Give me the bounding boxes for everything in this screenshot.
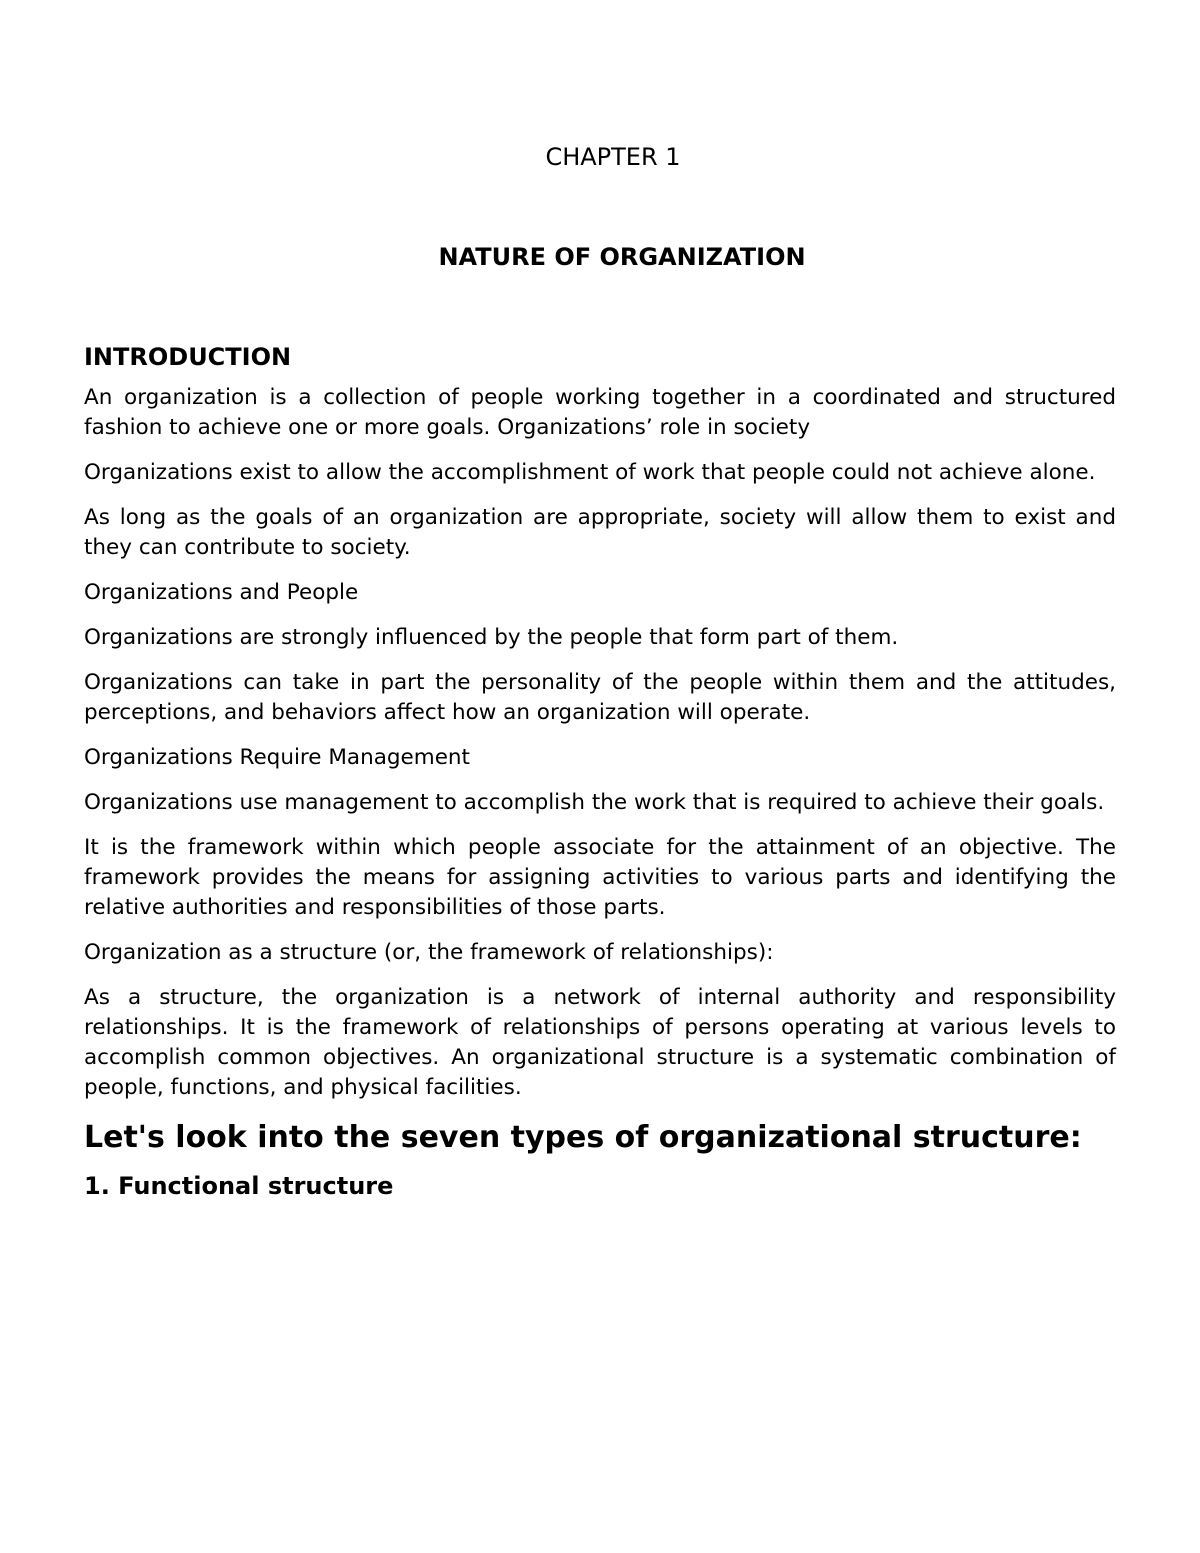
paragraph-definition: An organization is a collection of people working together in a coordinated and structured fashion to achieve one or more goals. Organizations’ role in society bbox=[84, 385, 1116, 440]
paragraph-management: Organizations use management to accomplish the work that is required to achieve their goals. bbox=[84, 790, 1105, 815]
paragraph-purpose: Organizations exist to allow the accomplishment of work that people could not achieve alone. bbox=[84, 460, 1096, 485]
paragraph-society: As long as the goals of an organization are appropriate, society will allow them to exist and they can contribute to society. bbox=[84, 505, 1116, 560]
paragraph-require-management: Organizations Require Management bbox=[84, 745, 470, 770]
introduction-heading: INTRODUCTION bbox=[84, 343, 292, 371]
paragraph-structure-label: Organization as a structure (or, the framework of relationships): bbox=[84, 940, 774, 965]
paragraph-framework: It is the framework within which people associate for the attainment of an objective. The framework provides the means for assigning activities to various parts and identifying the relative authorities and responsibilities of those parts. bbox=[84, 835, 1116, 920]
paragraph-structure: As a structure, the organization is a network of internal authority and responsibility relationships. It is the framework of relationships of persons operating at various levels to accomplish common objectives. An organizational structure is a systematic combination of people, functions, and physical facilities. bbox=[84, 985, 1116, 1100]
chapter-label: CHAPTER 1 bbox=[545, 143, 681, 171]
types-heading: Let's look into the seven types of organizational structure: bbox=[84, 1120, 1082, 1155]
paragraph-influence: Organizations are strongly influenced by the people that form part of them. bbox=[84, 625, 899, 650]
document-body bbox=[84, 340, 1116, 1202]
paragraph-personality: Organizations can take in part the personality of the people within them and the attitudes, perceptions, and behaviors affect how an organization will operate. bbox=[84, 670, 1116, 725]
chapter-title: NATURE OF ORGANIZATION bbox=[438, 243, 806, 271]
paragraph-organizations-and-people: Organizations and People bbox=[84, 580, 359, 605]
functional-structure-heading: 1. Functional structure bbox=[84, 1172, 394, 1200]
